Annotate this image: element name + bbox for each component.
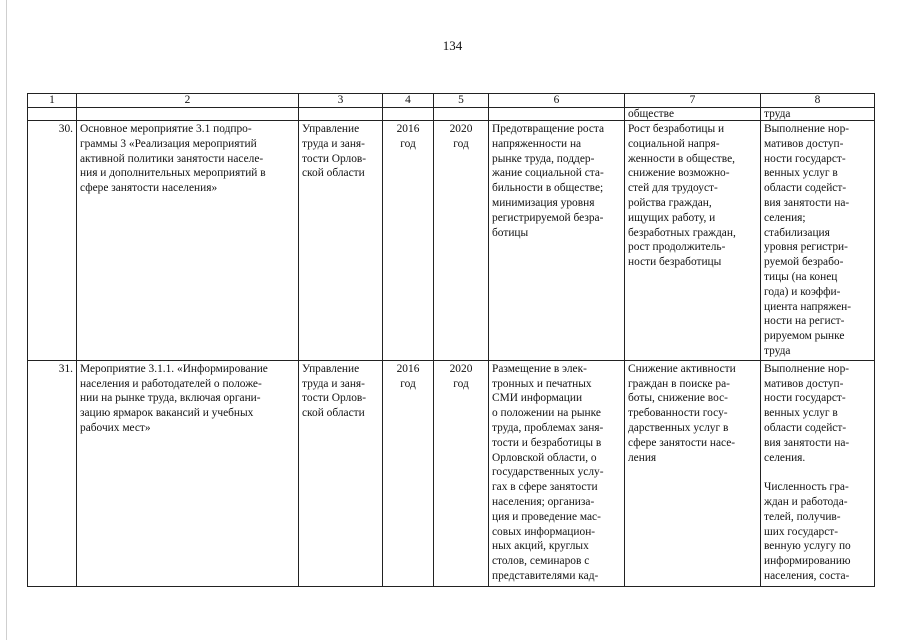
carryover-consequences: обществе xyxy=(625,108,761,121)
column-number-row xyxy=(28,94,875,108)
empty-cell xyxy=(299,108,383,121)
expected-result: Размещение в элек- тронных и печатных СМИ информации о положении на рынке труда, проблемах заня- тости и безработицы в Орловской области, о государственных услу- гах в сфере занятости населения; организа- ция и проведение мас- совых информацион- ных акций, круглых столов, семинаров с представителями кад- xyxy=(489,360,625,586)
empty-cell xyxy=(77,108,299,121)
table-row xyxy=(28,121,875,361)
carryover-row xyxy=(28,108,875,121)
empty-cell xyxy=(28,108,77,121)
measure-name: Мероприятие 3.1.1. «Информирование населения и работодателей о положе- нии на рынке труда, включая органи- зацию ярмарок вакансий и учебных рабочих мест» xyxy=(77,360,299,586)
carryover-indicators: труда xyxy=(761,108,875,121)
related-indicators: Выполнение нор- мативов доступ- ности государст- венных услуг в области содейст- вия занятости на- селения; стабилизация уровня регистри- руемой безрабо- тицы (на конец года) и коэффи- циента напряжен- ности на регист- рируемом рынке труда xyxy=(761,121,875,361)
end-year: 2020 год xyxy=(434,360,489,586)
row-number: 31. xyxy=(28,360,77,586)
non-implementation-consequences: Рост безработицы и социальной напря- женности в обществе, снижение возможно- стей для трудоуст- ройства граждан, ищущих работу, и безработных граждан, рост продолжитель- ности безработицы xyxy=(625,121,761,361)
expected-result: Предотвращение роста напряженности на рынке труда, поддер- жание социальной ста- бильности в обществе; минимизация уровня регистрируемой безра- ботицы xyxy=(489,121,625,361)
column-number: 2 xyxy=(77,94,299,108)
executor: Управление труда и заня- тости Орлов- ской области xyxy=(299,121,383,361)
table-row xyxy=(28,360,875,586)
column-number: 6 xyxy=(489,94,625,108)
empty-cell xyxy=(489,108,625,121)
measures-table xyxy=(27,93,875,587)
scan-edge-line xyxy=(6,0,7,640)
end-year: 2020 год xyxy=(434,121,489,361)
column-number: 4 xyxy=(383,94,434,108)
column-number: 5 xyxy=(434,94,489,108)
column-number: 8 xyxy=(761,94,875,108)
row-number: 30. xyxy=(28,121,77,361)
column-number: 7 xyxy=(625,94,761,108)
start-year: 2016 год xyxy=(383,360,434,586)
measure-name: Основное мероприятие 3.1 подпро- граммы 3 «Реализация мероприятий активной политики занятости населе- ния и дополнительных мероприятий в сфере занятости населения» xyxy=(77,121,299,361)
page-number: 134 xyxy=(442,38,463,53)
column-number: 1 xyxy=(28,94,77,108)
related-indicators: Выполнение нор- мативов доступ- ности государст- венных услуг в области содейст- вия занятости на- селения. Численность гра- ждан и работода- телей, получив- ших государст- венную услугу по информированию населения, соста- xyxy=(761,360,875,586)
start-year: 2016 год xyxy=(383,121,434,361)
empty-cell xyxy=(434,108,489,121)
empty-cell xyxy=(383,108,434,121)
column-number: 3 xyxy=(299,94,383,108)
executor: Управление труда и заня- тости Орлов- ской области xyxy=(299,360,383,586)
non-implementation-consequences: Снижение активности граждан в поиске ра- боты, снижение вос- требованности госу- дарственных услуг в сфере занятости насе- ления xyxy=(625,360,761,586)
